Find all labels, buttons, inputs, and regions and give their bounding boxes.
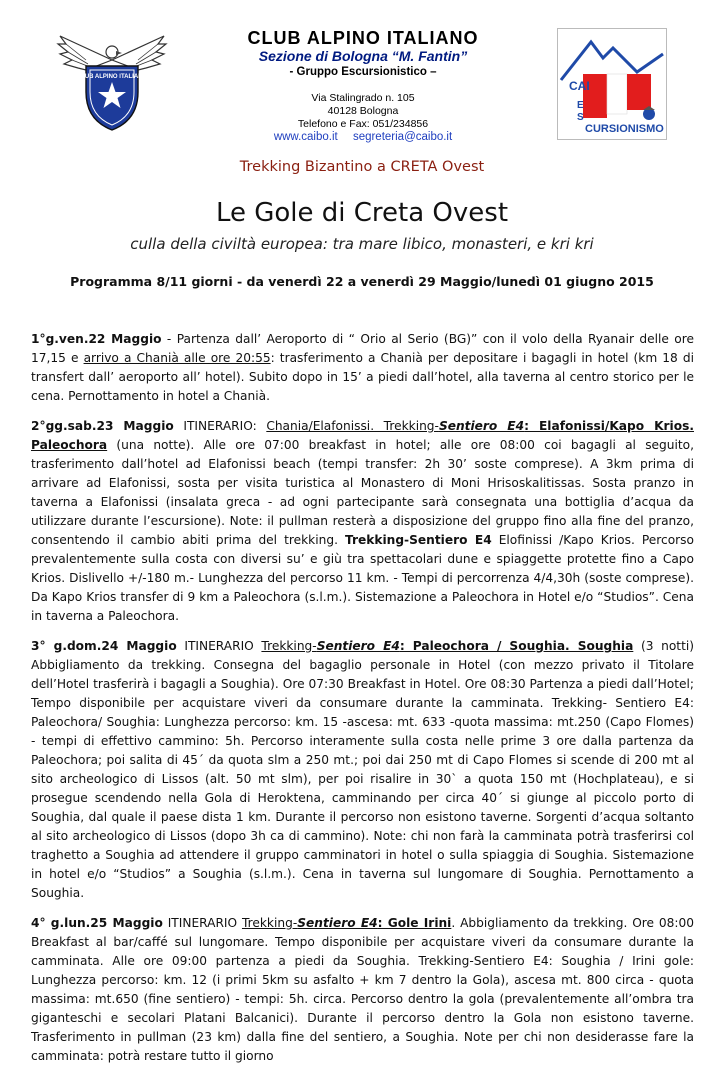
phone-fax: Telefono e Fax: 051/234856: [297, 118, 429, 130]
logo-right-cai: CAI: [569, 79, 590, 93]
day-1-paragraph: [31, 330, 694, 406]
logo-right-s: S: [577, 112, 584, 123]
day-4-heading: 4° g.lun.25 Maggio: [31, 916, 163, 930]
day-2-text-a: ITINERARIO:: [173, 419, 267, 433]
day-3-route-a: Trekking-: [261, 639, 317, 653]
day-1-text-a: - Partenza dall’ Aeroporto di “ Orio al Serio (BG)” con il volo della Ryanair delle ore 17,15 e: [31, 332, 695, 365]
day-3-heading: 3° g.dom.24 Maggio: [31, 639, 177, 653]
day-2-text-c: Elofinissi /Kapo Krios. Percorso prevalentemente sulla costa con diversi su’ e giù tra spettacolari dune e spiaggette protette fino a Capo Krios. Dislivello +/-180 m.- Lunghezza del percorso 11 km. - Tempi di percorrenza 4/4,30h (soste comprese). Da Kapo Krios transfer di 9 km a Paleochora (s.l.m.). Sistemazione a Paleochora in Hotel e/o “Studios”. Cena in taverna a Paleochora.: [31, 533, 694, 623]
email-link[interactable]: segreteria@caibo.it: [352, 131, 453, 143]
address-street: Via Stalingrado n. 105: [311, 92, 415, 104]
day-3-text-a: ITINERARIO: [176, 639, 262, 653]
address-block: [180, 92, 546, 144]
day-3-text-b: (3 notti) Abbigliamento da trekking. Consegna del bagaglio personale in Hotel (con mezzo privato il Titolare dell’Hotel trasferirà i bagagli a Soughia). Ore 07:30 Breakfast in Hotel. Ore 08:30 Partenza a piedi dall’Hotel; Tempo disponibile per acquistare viveri da consumare durante la camminata. Trekking- Sentiero E4: Paleochora/ Soughia: Lunghezza percorso: km. 15 -ascesa: mt. 633 -quota massima: mt.250 (Capo Flomes) - tempi di effettivo cammino: 5h. Percorso interamente sulla costa nelle prime 3 ore dalla partenza da Paleochora; poi salita di 45΄ da quota slm a 250 mt.; poi dai 250 mt di Capo Flomes si scende di 200 mt al sito archeologico di Lissos (alt. 50 mt slm), per poi risalire in 30` a quota 150 mt (Hochplateau), e si prosegue scendendo nella Gola di Heroktena, camminando per circa 40΄ si giunge al piccolo porto di Soughia, dal quale il paese dista 1 km. Durante il percorso non esistono taverne. Sorgenti d’acqua soltanto al sito archeologico di Lissos (dopo 3h ca di cammino). Note: chi non farà la camminata potrà trasferirsi col traghetto a Soughia ad attendere il gruppo camminatori in hotel o sulla spiaggia di Soughia. Sistemazione in hotel e/o “Studios” a Soughia (s.l.m.). Cena in taverna sul lungomare di Soughia. Pernottamento a Soughia.: [31, 639, 695, 900]
tagline: culla della civiltà europea: tra mare libico, monasteri, e kri kri: [130, 235, 594, 253]
sezione-name: Sezione di Bologna “M. Fantin”: [258, 48, 468, 64]
day-2-route-a: Chania/Elafonissi. Trekking-: [266, 419, 439, 433]
day-4-route-trail: Sentiero E4: [297, 916, 378, 930]
logo-right-cursionismo: CURSIONISMO: [585, 123, 664, 135]
gruppo-name: - Gruppo Escursionistico –: [289, 66, 437, 78]
day-4-route-b: : Gole Irini: [377, 916, 452, 930]
day-2-heading: 2°gg.sab.23 Maggio: [31, 419, 174, 433]
itinerary-body: [31, 330, 694, 1077]
cai-eagle-logo: [56, 30, 168, 134]
day-4-route-a: Trekking-: [241, 916, 298, 930]
day-2-trekking-label: Trekking-Sentiero E4: [345, 533, 492, 547]
day-2-route-trail: Sentiero E4: [438, 419, 525, 433]
club-name: CLUB ALPINO ITALIANO: [247, 28, 479, 48]
logo-left-text: CLUB ALPINO ITALIANO: [76, 74, 148, 80]
programma-heading: Programma 8/11 giorni - da venerdì 22 a venerdì 29 Maggio/lunedì 01 giugno 2015: [70, 274, 654, 289]
subtitle: Trekking Bizantino a CRETA Ovest: [239, 159, 485, 175]
logo-right-e: E: [577, 100, 584, 111]
day-1-arrival: arrivo a Chanià alle ore 20:55: [83, 351, 271, 365]
day-2-route-b: : Elafonissi/Kapo Krios. Paleochora: [31, 419, 694, 452]
website-link[interactable]: www.caibo.it: [273, 131, 338, 143]
day-3-paragraph: [31, 637, 694, 903]
day-2-text-b: (una notte). Alle ore 07:00 breakfast in hotel; alle ore 08:00 coi bagagli al seguito, trasferimento dall’hotel ad Elafonissi beach (tempi transfer: 2h 30’ soste comprese). A 3km prima di arrivare ad Elafonissi, sosta per visita turistica al Monastero di Moni Hrisoskalitissas. Sosta pranzo in taverna a Elafonissi (insalata greca - ad ogni partecipante sarà consegnata una bottiglia d’acqua da utilizzare durante l’escursione). Note: il pullman resterà a disposizione del gruppo fino alla fine del pranzo, consentendo il cambio abiti prima del trekking.: [31, 438, 694, 547]
address-city: 40128 Bologna: [327, 105, 399, 117]
day-2-paragraph: [31, 417, 694, 626]
page-title: Le Gole di Creta Ovest: [215, 198, 509, 228]
day-3-route-b: : Paleochora / Soughia. Soughia: [399, 639, 634, 653]
day-4-text-b: . Abbigliamento da trekking. Ore 08:00 Breakfast al bar/caffé sul lungomare. Tempo disponibile per acquistare viveri da consumare durante la camminata. Alle ore 09:00 partenza a piedi da Soughia. Trekking-Sentiero E4: Soughia / Irini gole: Lunghezza percorso: km. 12 (i primi 5km su asfalto + km 7 dentro la Gola), ascesa mt. 800 circa - quota massima: mt.650 (fine sentiero) - tempi: 5h. circa. Percorso dentro la gola (prevalentemente all’ombra tra giganteschi e secolari Platani Balcanici). Durante il percorso dentro la Gola non esistono taverne. Trasferimento in pullman (23 km) dalla fine del sentiero, a Soughia. Note per chi non desiderasse fare la camminata: potrà restare tutto il giorno: [31, 916, 695, 1063]
header-block: [180, 28, 546, 80]
day-4-paragraph: [31, 914, 694, 1066]
day-1-heading: 1°g.ven.22 Maggio: [31, 332, 162, 346]
day-4-text-a: ITINERARIO: [162, 916, 242, 930]
day-1-text-b: : trasferimento a Chanià per depositare i bagagli in hotel (km 18 di transfert dall’ aeroporto all’ hotel). Subito dopo in 15’ a piedi dall’hotel, alla taverna al centro storico per le cena. Pernottamento in hotel a Chanià.: [31, 351, 695, 403]
cai-escursionismo-logo: [557, 28, 667, 140]
day-3-route-trail: Sentiero E4: [316, 639, 400, 653]
